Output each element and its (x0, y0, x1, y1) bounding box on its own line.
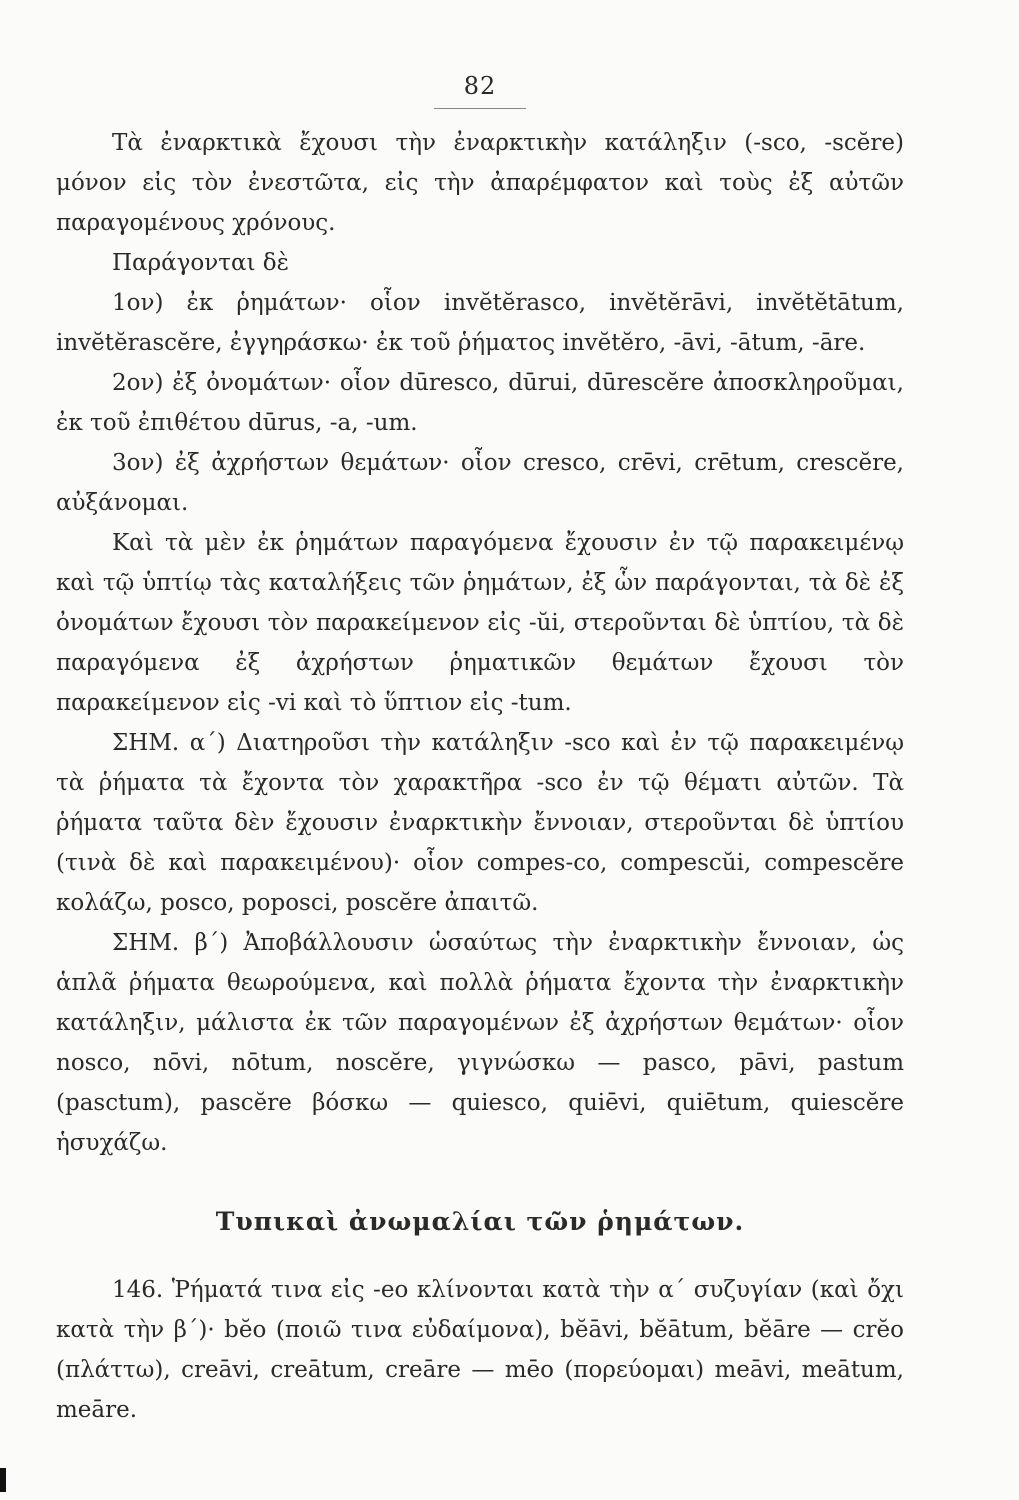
document-page (56, 72, 904, 1430)
scan-edge-mark (0, 1468, 6, 1492)
note-alpha: ΣΗΜ. α΄) Διατηροῦσι τὴν κατάληξιν -sco καὶ ἐν τῷ παρακειμένῳ τὰ ῥήματα τὰ ἔχοντα τὸν χαρακτῆρα -sco ἐν τῷ θέματι αὐτῶν. Τὰ ῥήματα ταῦτα δὲν ἔχουσιν ἐναρκτικὴν ἔννοιαν, στεροῦνται δὲ ὑπτίου (τινὰ δὲ καὶ παρακειμένου)· οἷον compes-co, compescŭi, compescĕre κολάζω, posco, poposci, poscĕre ἀπαιτῶ. (56, 730, 904, 916)
page-number: 82 (463, 72, 497, 100)
section-heading: Τυπικαὶ ἀνωμαλίαι τῶν ῥημάτων. (215, 1207, 745, 1236)
paragraph-endings: Καὶ τὰ μὲν ἐκ ῥημάτων παραγόμενα ἔχουσιν ἐν τῷ παρακειμένῳ καὶ τῷ ὑπτίῳ τὰς καταλήξεις τῶν ῥημάτων, ἐξ ὧν παράγονται, τὰ δὲ ἐξ ὀνομάτων ἔχουσι τὸν παρακείμενον εἰς -ŭi, στεροῦνται δὲ ὑπτίου, τὰ δὲ παραγόμενα ἐξ ἀχρήστων ῥηματικῶν θεμάτων ἔχουσι τὸν παρακείμενον εἰς -vi καὶ τὸ ὕπτιον εἰς -tum. (56, 530, 904, 716)
paragraph-146: 146. Ῥήματά τινα εἰς -eo κλίνονται κατὰ τὴν α΄ συζυγίαν (καὶ ὄχι κατὰ τὴν β΄)· bĕo (ποιῶ τινα εὐδαίμονα), bĕāvi, bĕātum, bĕāre — crĕo (πλάττω), creāvi, creātum, creāre — mēo (πορεύομαι) meāvi, meātum, meāre. (56, 1277, 904, 1423)
header-rule (434, 108, 526, 109)
list-item-3: 3ον) ἐξ ἀχρήστων θεμάτων· οἷον cresco, crēvi, crētum, crescĕre, αὐξάνομαι. (56, 450, 904, 516)
list-item-1: 1ον) ἐκ ῥημάτων· οἷον invĕtĕrasco, invĕtĕrāvi, invĕtĕtātum, invĕtĕrascĕre, ἐγγηράσκω· ἐκ τοῦ ῥήματος invĕtĕro, -āvi, -ātum, -āre. (56, 290, 904, 356)
paragraph-derivation-heading: Παράγονται δὲ (112, 250, 289, 276)
paragraph-intro: Τὰ ἐναρκτικὰ ἔχουσι τὴν ἐναρκτικὴν κατάληξιν (-sco, -scĕre) μόνον εἰς τὸν ἐνεστῶτα, εἰς τὴν ἀπαρέμφατον καὶ τοὺς ἐξ αὐτῶν παραγομένους χρόνους. (56, 130, 904, 236)
note-beta: ΣΗΜ. β΄) Ἀποβάλλουσιν ὡσαύτως τὴν ἐναρκτικὴν ἔννοιαν, ὡς ἁπλᾶ ῥήματα θεωρούμενα, καὶ πολλὰ ῥήματα ἔχοντα τὴν ἐναρκτικὴν κατάληξιν, μάλιστα ἐκ τῶν παραγομένων ἐξ ἀχρήστων θεμάτων· οἷον nosco, nōvi, nōtum, noscĕre, γιγνώσκω — pasco, pāvi, pastum (pasctum), pascĕre βόσκω — quiesco, quiēvi, quiētum, quiescĕre ἡσυχάζω. (56, 930, 904, 1156)
list-item-2: 2ον) ἐξ ὀνομάτων· οἷον dūresco, dūrui, dūrescĕre ἀποσκληροῦμαι, ἐκ τοῦ ἐπιθέτου dūrus, -a, -um. (56, 370, 904, 436)
